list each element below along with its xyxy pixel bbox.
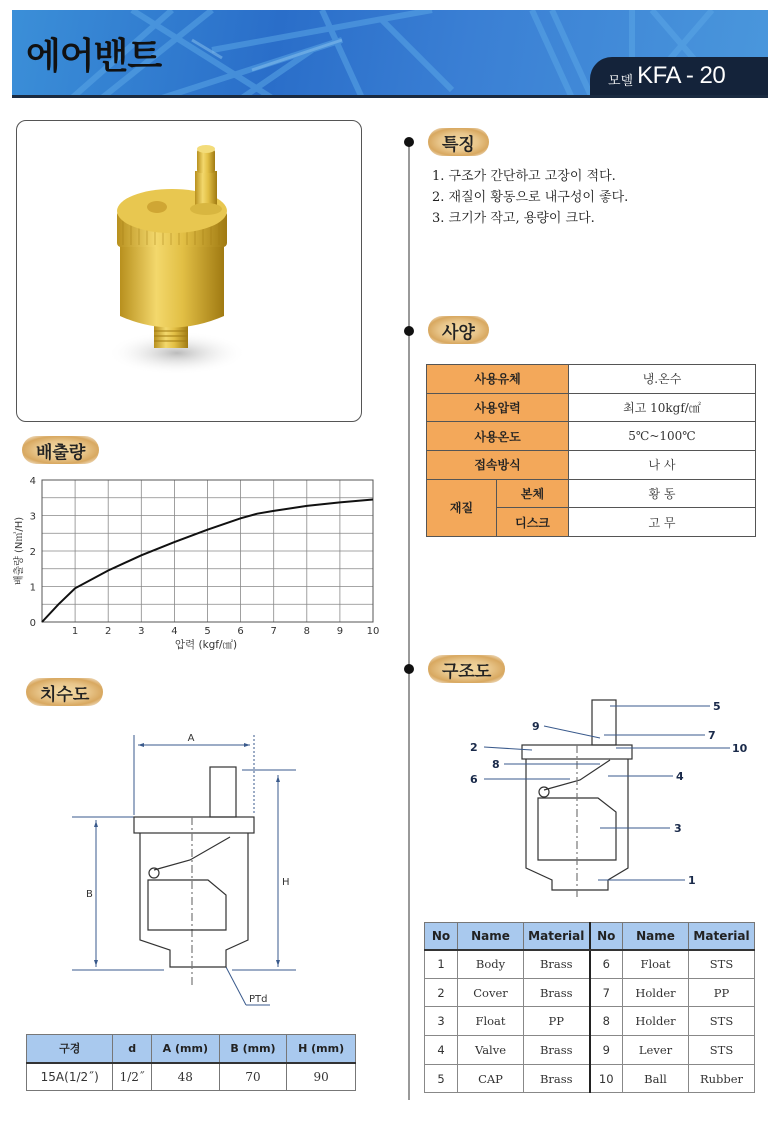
table-row: 사용온도 5℃~100℃ (427, 422, 756, 451)
structure-drawing (460, 690, 760, 905)
chart-ylabel: 배출량 (N㎥/H) (14, 516, 25, 586)
section-label-discharge: 배출량 (22, 436, 99, 464)
dimensions-table: 구경 d A (mm) B (mm) H (mm) 15A(1/2˝) 1/2˝ 48 70 90 (26, 1034, 356, 1091)
spec-table (426, 364, 756, 537)
section-label-spec: 사양 (428, 316, 489, 344)
svg-text:6: 6 (470, 773, 478, 786)
table-row: 사용압력 최고 10kgf/㎠ (427, 393, 756, 422)
svg-text:7: 7 (708, 729, 716, 742)
svg-text:1: 1 (688, 874, 696, 887)
svg-text:10: 10 (366, 626, 380, 637)
page-title: 에어밴트 (26, 36, 162, 77)
svg-text:4: 4 (29, 476, 36, 487)
svg-text:B: B (86, 889, 93, 900)
parts-table: No Name Material No Name Material 1 Body Brass 6 Float STS 2 Cover Brass 7 Holder PP 3 Float PP 8 Holder STS 4 Valve Brass 9 Lever STS 5 CAP Brass 10 Ball Rubber (424, 922, 755, 1093)
svg-text:4: 4 (171, 626, 178, 637)
bullet-dot (404, 664, 414, 674)
svg-text:3: 3 (674, 822, 682, 835)
svg-text:4: 4 (676, 770, 684, 783)
features-list (432, 166, 628, 229)
svg-text:3: 3 (29, 511, 36, 523)
svg-text:A: A (187, 733, 195, 744)
svg-text:9: 9 (336, 626, 344, 637)
model-prefix: 모델 (608, 73, 634, 89)
feature-item: 1. 구조가 간단하고 고장이 적다. (432, 169, 616, 184)
table-row: 1 Body Brass 6 Float STS (425, 950, 755, 979)
table-row: 2 Cover Brass 7 Holder PP (425, 978, 755, 1007)
svg-text:1: 1 (29, 582, 36, 594)
table-row: 3 Float PP 8 Holder STS (425, 1007, 755, 1036)
svg-text:PTd: PTd (249, 994, 268, 1005)
svg-text:2: 2 (470, 741, 478, 754)
svg-text:5: 5 (204, 626, 211, 637)
svg-text:3: 3 (138, 626, 145, 637)
timeline-line (408, 140, 410, 1100)
svg-text:H: H (282, 877, 290, 888)
chart-xlabel: 압력 (kgf/㎠) (174, 639, 238, 651)
svg-text:7: 7 (270, 626, 277, 637)
section-label-dimensions: 치수도 (26, 678, 103, 706)
svg-text:8: 8 (303, 626, 310, 637)
table-row: 5 CAP Brass 10 Ball Rubber (425, 1064, 755, 1093)
feature-item: 2. 재질이 황동으로 내구성이 좋다. (432, 190, 629, 205)
table-row: 사용유체 냉.온수 (427, 365, 756, 394)
table-row: 15A(1/2˝) 1/2˝ 48 70 90 (27, 1063, 356, 1091)
dimension-drawing (30, 725, 310, 1035)
svg-text:5: 5 (713, 700, 721, 713)
svg-text:2: 2 (105, 626, 112, 637)
svg-text:9: 9 (532, 720, 540, 733)
product-photo-frame (16, 120, 362, 422)
feature-item: 3. 크기가 작고, 용량이 크다. (432, 211, 595, 226)
svg-text:8: 8 (492, 758, 500, 771)
table-row: 재질 본체 황 동 (427, 479, 756, 508)
svg-text:1: 1 (71, 626, 79, 637)
table-row: 디스크 고 무 (427, 508, 756, 537)
svg-text:2: 2 (29, 547, 36, 558)
svg-text:6: 6 (237, 626, 244, 637)
discharge-chart (10, 470, 390, 660)
section-label-features: 특징 (428, 128, 489, 156)
section-label-structure: 구조도 (428, 655, 505, 683)
brass-air-vent-image (17, 121, 363, 423)
header-banner (12, 10, 768, 98)
table-row: 4 Valve Brass 9 Lever STS (425, 1036, 755, 1065)
svg-text:0: 0 (29, 618, 36, 629)
table-row: 접속방식 나 사 (427, 451, 756, 480)
model-badge (590, 57, 768, 95)
bullet-dot (404, 137, 414, 147)
bullet-dot (404, 326, 414, 336)
model-name: KFA - 20 (637, 62, 726, 89)
svg-text:10: 10 (732, 742, 748, 755)
